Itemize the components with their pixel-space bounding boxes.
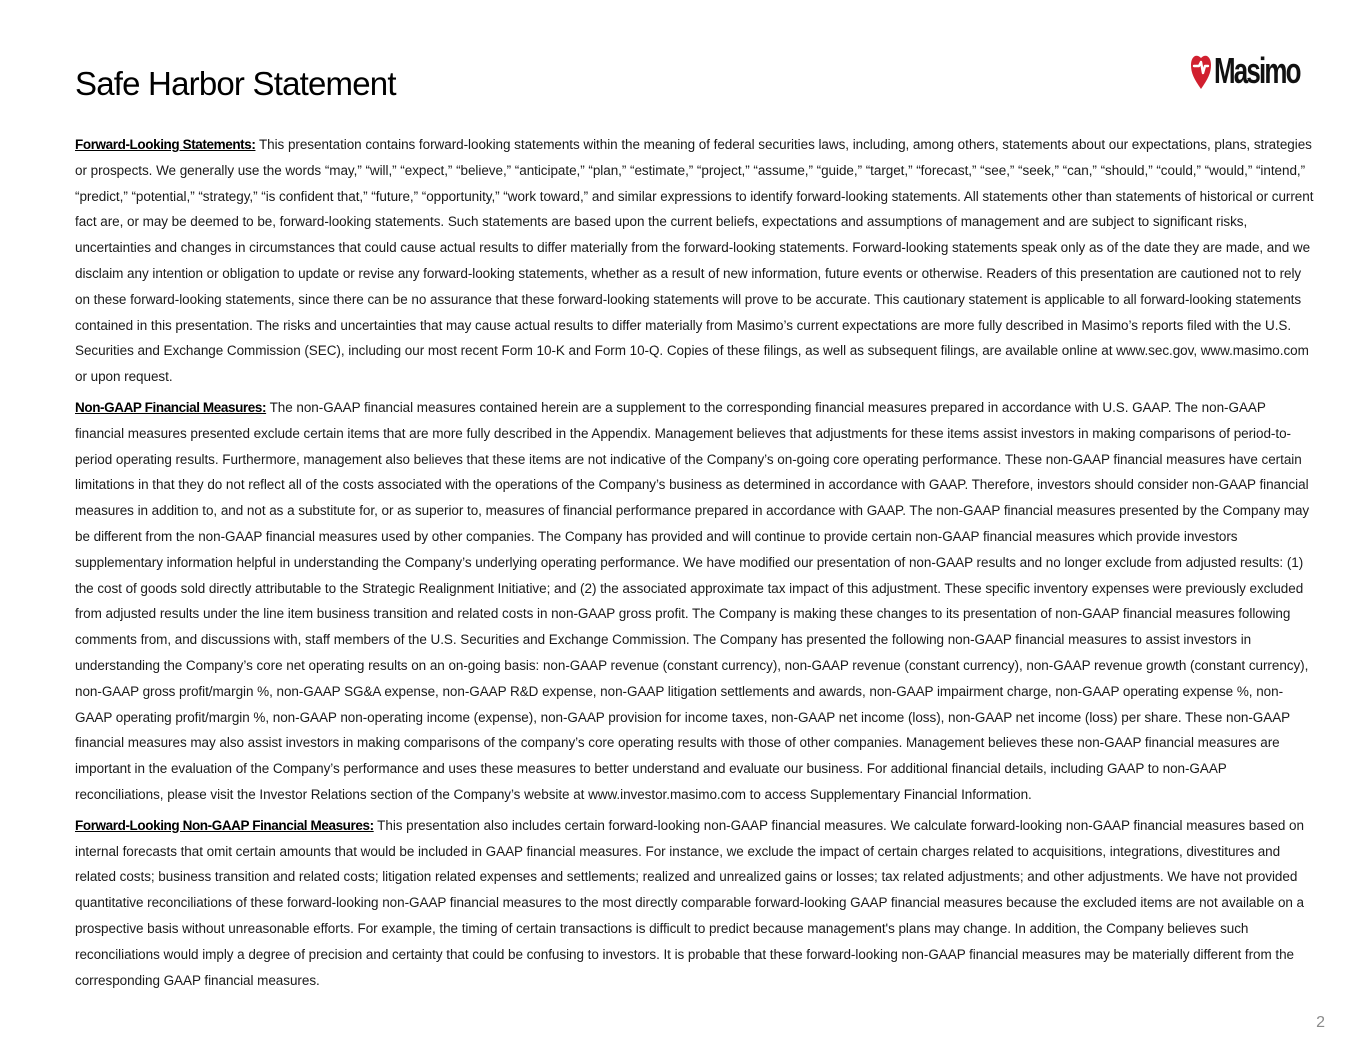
page-number: 2 [1316,1014,1325,1031]
paragraph-text: The non-GAAP financial measures contained herein are a supplement to the corresponding financial measures prepared in accordance with U.S. GAAP. The non-GAAP financial measures presented exclude certain items that are more fully described in the Appendix. Management believes that adjustments for these items assist investors in making comparisons of period-to-period operating results. Furthermore, management also believes that these items are not indicative of the Company’s on-going core operating performance. These non-GAAP financial measures have certain limitations in that they do not reflect all of the costs associated with the operations of the Company’s business as determined in accordance with GAAP. Therefore, investors should consider non-GAAP financial measures in addition to, and not as a substitute for, or as superior to, measures of financial performance prepared in accordance with GAAP. The non-GAAP financial measures presented by the Company may be different from the non-GAAP financial measures used by other companies. The Company has provided and will continue to provide certain non-GAAP financial measures which provide investors supplementary information helpful in understanding the Company’s underlying operating performance. We have modified our presentation of non-GAAP results and no longer exclude from adjusted results: (1) the cost of goods sold directly attributable to the Strategic Realignment Initiative; and (2) the associated approximate tax impact of this adjustment. These specific inventory expenses were previously excluded from adjusted results under the line item business transition and related costs in non-GAAP gross profit. The Company is making these changes to its presentation of non-GAAP financial measures following comments from, and discussions with, staff members of the U.S. Securities and Exchange Commission. The Company has presented the following non-GAAP financial measures to assist investors in understanding the Company’s core net operating results on an on-going basis: non-GAAP revenue (constant currency), non-GAAP revenue (constant currency), non-GAAP revenue growth (constant currency), non-GAAP gross profit/margin %, non-GAAP SG&A expense, non-GAAP R&D expense, non-GAAP litigation settlements and awards, non-GAAP impairment charge, non-GAAP operating expense %, non-GAAP operating profit/margin %, non-GAAP non-operating income (expense), non-GAAP provision for income taxes, non-GAAP net income (loss), non-GAAP net income (loss) per share. These non-GAAP financial measures may also assist investors in making comparisons of the company’s core operating results with those of other companies. Management believes these non-GAAP financial measures are important in the evaluation of the Company’s performance and uses these measures to better understand and evaluate our business. For additional financial details, including GAAP to non-GAAP reconciliations, please visit the Investor Relations section of the Company’s website at www.investor.masimo.com to access Supplementary Financial Information. [75,399,1310,802]
page-title: Safe Harbor Statement [75,65,396,102]
paragraph-heading: Non-GAAP Financial Measures: [75,399,267,415]
masimo-logo [1190,48,1300,94]
safe-harbor-body [75,132,1315,998]
non-gaap-measures-paragraph [75,395,1315,808]
paragraph-heading: Forward-Looking Non-GAAP Financial Measures: [75,817,374,833]
logo-wordmark: Masimo [1214,50,1300,91]
paragraph-heading: Forward-Looking Statements: [75,137,256,152]
forward-looking-statements-paragraph [75,132,1315,390]
masimo-heart-icon [1190,51,1212,91]
paragraph-text: This presentation contains forward-looking statements within the meaning of federal securities laws, including, among others, statements about our expectations, plans, strategies or prospects. We generally use the words “may,” “will,” “expect,” “believe,” “anticipate,” “plan,” “estimate,” “project,” “assume,” “guide,” “target,” “forecast,” “see,” “seek,” “can,” “should,” “could,” “would,” “intend,” “predict,” “potential,” “strategy,” “is confident that,” “future,” “opportunity,” “work toward,” and similar expressions to identify forward-looking statements. All statements other than statements of historical or current fact are, or may be deemed to be, forward-looking statements. Such statements are based upon the current beliefs, expectations and assumptions of management and are subject to significant risks, uncertainties and changes in circumstances that could cause actual results to differ materially from the forward-looking statements. Forward-looking statements speak only as of the date they are made, and we disclaim any intention or obligation to update or revise any forward-looking statements, whether as a result of new information, future events or otherwise. Readers of this presentation are cautioned not to rely on these forward-looking statements, since there can be no assurance that these forward-looking statements will prove to be accurate. This cautionary statement is applicable to all forward-looking statements contained in this presentation. The risks and uncertainties that may cause actual results to differ materially from Masimo’s current expectations are more fully described in Masimo’s reports filed with the U.S. Securities and Exchange Commission (SEC), including our most recent Form 10-K and Form 10-Q. Copies of these filings, as well as subsequent filings, are available online at www.sec.gov, www.masimo.com or upon request. [75,137,1314,385]
paragraph-text: This presentation also includes certain forward-looking non-GAAP financial measures. We calculate forward-looking non-GAAP financial measures based on internal forecasts that omit certain amounts that would be included in GAAP financial measures. For instance, we exclude the impact of certain charges related to acquisitions, integrations, divestitures and related costs; business transition and related costs; litigation related expenses and settlements; realized and unrealized gains or losses; tax related adjustments; and other adjustments. We have not provided quantitative reconciliations of these forward-looking non-GAAP financial measures to the most directly comparable forward-looking GAAP financial measures because the excluded items are not available on a prospective basis without unreasonable efforts. For example, the timing of certain transactions is difficult to predict because management's plans may change. In addition, the Company believes such reconciliations would imply a degree of precision and certainty that could be confusing to investors. It is probable that these forward-looking non-GAAP financial measures may be materially different from the corresponding GAAP financial measures. [75,817,1305,988]
forward-looking-non-gaap-paragraph [75,813,1315,994]
